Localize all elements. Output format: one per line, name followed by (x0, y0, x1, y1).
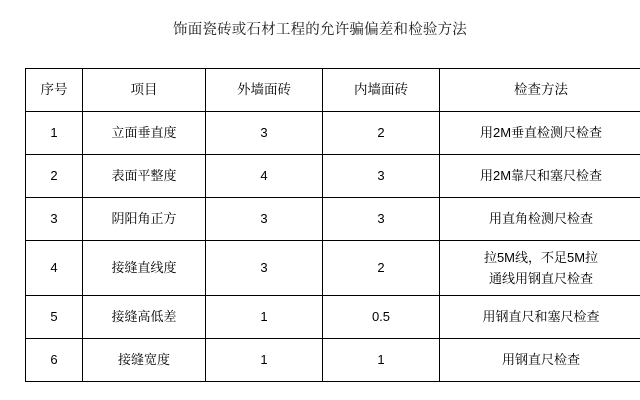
column-header-int: 内墙面砖 (323, 69, 440, 112)
method-line-2: 通线用钢直尺检查 (488, 271, 593, 286)
cell-item: 阴阳角正方 (83, 198, 206, 241)
tolerance-spec-table (25, 68, 640, 382)
cell-method: 用直角检测尺检查 (440, 198, 640, 241)
cell-int: 2 (323, 241, 440, 296)
column-header-method: 检查方法 (440, 69, 640, 112)
cell-no: 2 (26, 155, 83, 198)
column-header-no: 序号 (26, 69, 83, 112)
table-row (26, 296, 640, 339)
cell-no: 1 (26, 112, 83, 155)
table-header-row (26, 69, 640, 112)
cell-no: 5 (26, 296, 83, 339)
cell-int: 3 (323, 155, 440, 198)
table-header (26, 69, 640, 112)
cell-no: 6 (26, 339, 83, 382)
cell-item: 接缝高低差 (83, 296, 206, 339)
cell-ext: 1 (206, 339, 323, 382)
table-row (26, 339, 640, 382)
cell-ext: 4 (206, 155, 323, 198)
column-header-ext: 外墙面砖 (206, 69, 323, 112)
cell-method: 用钢直尺检查 (440, 339, 640, 382)
cell-int: 3 (323, 198, 440, 241)
cell-item: 表面平整度 (83, 155, 206, 198)
cell-item: 立面垂直度 (83, 112, 206, 155)
table-body (26, 112, 640, 382)
cell-int: 1 (323, 339, 440, 382)
cell-item: 接缝宽度 (83, 339, 206, 382)
cell-method: 用钢直尺和塞尺检查 (440, 296, 640, 339)
page-title: 饰面瓷砖或石材工程的允许骗偏差和检验方法 (173, 22, 467, 38)
cell-int: 0.5 (323, 296, 440, 339)
table-row (26, 112, 640, 155)
cell-ext: 1 (206, 296, 323, 339)
cell-ext: 3 (206, 112, 323, 155)
table-row (26, 155, 640, 198)
cell-no: 3 (26, 198, 83, 241)
cell-ext: 3 (206, 198, 323, 241)
cell-item: 接缝直线度 (83, 241, 206, 296)
cell-method (440, 241, 640, 296)
method-line-1: 拉5M线，不足5M拉 (483, 250, 599, 265)
spec-table-container (25, 68, 617, 382)
table-row (26, 198, 640, 241)
cell-method: 用2M靠尺和塞尺检查 (440, 155, 640, 198)
cell-method: 用2M垂直检测尺检查 (440, 112, 640, 155)
table-row (26, 241, 640, 296)
column-header-item: 项目 (83, 69, 206, 112)
cell-ext: 3 (206, 241, 323, 296)
cell-no: 4 (26, 241, 83, 296)
cell-int: 2 (323, 112, 440, 155)
